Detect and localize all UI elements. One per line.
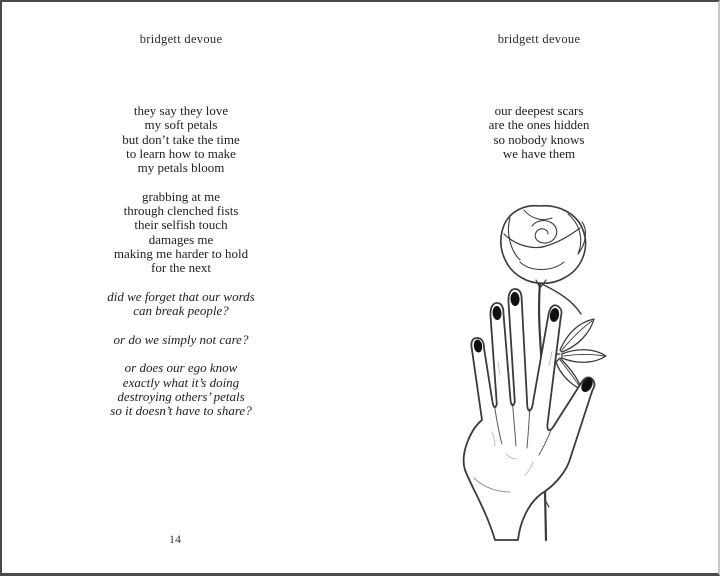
rose-bloom-art — [501, 206, 586, 288]
stanza — [2, 104, 360, 175]
poem-line: so nobody knows — [493, 131, 585, 147]
hand-rose-illustration — [440, 192, 640, 552]
poem-line: to learn how to make — [126, 145, 236, 161]
right-page — [360, 2, 718, 573]
poem-line: they say they love — [133, 103, 229, 118]
poem-line: their selfish touch — [134, 217, 228, 233]
poem-line: our deepest scars — [494, 103, 584, 118]
left-page-header: bridgett devoue — [139, 32, 223, 46]
poem-line: grabbing at me — [142, 188, 220, 204]
poem-line: did we forget that our words — [107, 288, 255, 304]
poem-line: we have them — [502, 145, 576, 161]
poem-line: but don’t take the time — [122, 131, 240, 147]
poem-line: my petals bloom — [137, 160, 225, 176]
poem-line: are the ones hidden — [488, 117, 590, 133]
left-page — [2, 2, 360, 573]
poem-line: through clenched fists — [123, 203, 239, 219]
poem-line: for the next — [151, 260, 211, 276]
poem-line: so it doesn’t have to share? — [110, 403, 252, 419]
right-page-header: bridgett devoue — [497, 32, 581, 46]
hand-art — [464, 289, 595, 540]
poem-line: damages me — [148, 231, 214, 247]
poem-line: my soft petals — [144, 117, 218, 133]
stanza — [2, 333, 360, 347]
poem-line: can break people? — [133, 303, 229, 319]
stanza — [360, 104, 718, 161]
poem-line: or do we simply not care? — [113, 331, 249, 347]
stanza — [2, 190, 360, 276]
poem-line: making me harder to hold — [113, 245, 249, 261]
poem-line: destroying others’ petals — [117, 388, 245, 404]
page-number: 14 — [169, 532, 181, 546]
stanza — [2, 361, 360, 418]
poem-line: or does our ego know — [124, 360, 238, 376]
poem-line: exactly what it’s doing — [122, 374, 240, 390]
stanza — [2, 290, 360, 319]
right-page-poem — [360, 104, 718, 175]
left-page-poem — [2, 104, 360, 433]
